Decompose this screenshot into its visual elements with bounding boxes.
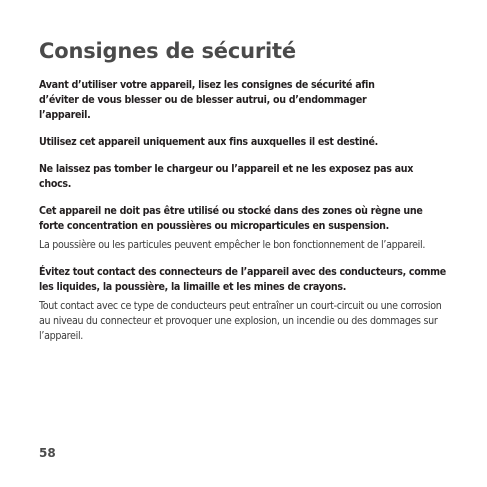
document-page [39,38,451,344]
rule-dust-body: La poussière ou les particules peuvent empêcher le bon fonctionnement de l’appareil. [39,239,426,251]
rule-dust-heading: Cet appareil ne doit pas être utilisé ou stocké dans des zones où règne une forte concentration en poussières ou microparticules en suspension. [39,205,423,232]
intro-paragraph: Avant d’utiliser votre appareil, lisez les consignes de sécurité afin d’éviter de vous blesser ou de blesser autrui, ou d’endommager l’appareil. [39,79,375,121]
rule-connectors-heading: Évitez tout contact des connecteurs de l’appareil avec des conducteurs, comme les liquides, la poussière, la limaille et les mines de crayons. [39,266,446,293]
rule-intended-use: Utilisez cet appareil uniquement aux fins auxquelles il est destiné. [39,136,378,148]
rule-no-drop: Ne laissez pas tomber le chargeur ou l’appareil et ne les exposez pas aux chocs. [39,163,414,190]
rule-connectors-body: Tout contact avec ce type de conducteurs peut entraîner un court-circuit ou une corrosion au niveau du connecteur et provoquer une explosion, un incendie ou des dommages sur l’appareil. [39,300,442,342]
page-number: 58 [39,446,56,460]
page-title: Consignes de sécurité [39,39,296,63]
